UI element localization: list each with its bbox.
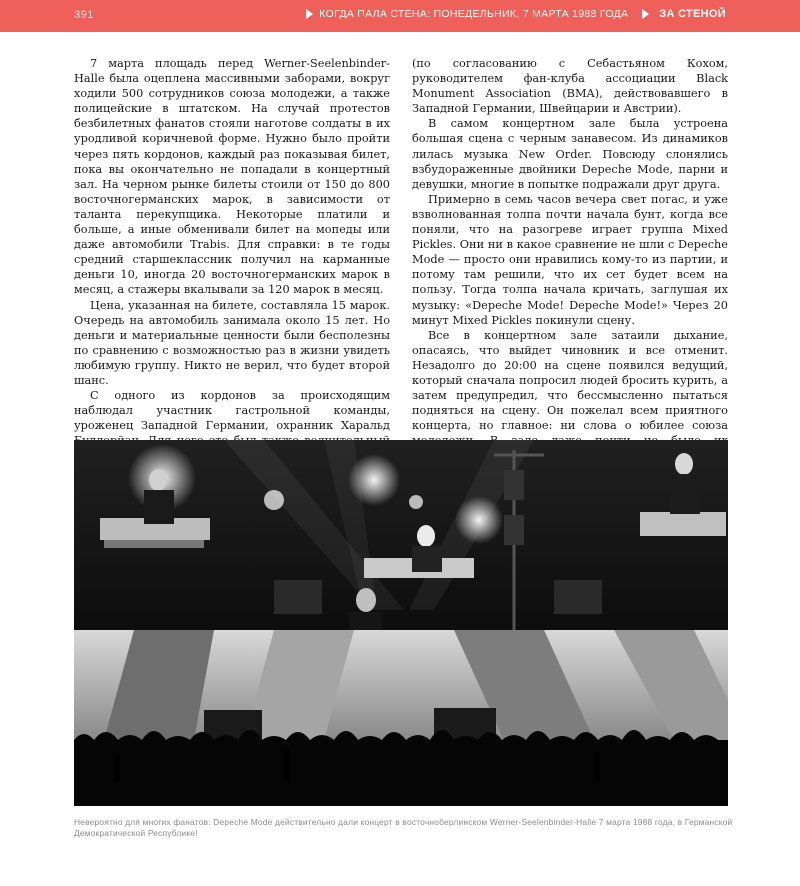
- paragraph: Все в концертном зале затаили дыхание, опасаясь, что выйдет чиновник и все отменит. Незадолго до 20:00 на сцене появился ведущий, который сначала попросил людей бросить курить, а затем предупредил, что бессмысленно пытаться подняться на сцену. Он пожелал всем приятного концерта, но главное: ни слова о юбилее союза: [412, 328, 728, 433]
- running-header: [0, 0, 800, 32]
- page-number: 391: [74, 9, 94, 21]
- paragraph: С одного из кордонов за происходящим наблюдал участник гастрольной команды, уроженец Западной Германии, охранник Харальд: [74, 389, 390, 433]
- column-right: [412, 56, 728, 440]
- running-title: КОГДА ПАЛА СТЕНА: ПОНЕДЕЛЬНИК, 7 МАРТА 1988 ГОДА: [319, 8, 629, 20]
- column-left: [74, 56, 390, 440]
- concert-photo: [74, 440, 728, 806]
- paragraph: Примерно в семь часов вечера свет погас, и уже взволнованная толпа почти начала бунт, когда все поняли, что на разогреве играет группа Mixed Pickles. Они ни в какое сравнение не шли с Depeche Mode — просто они нравились кому-то из партии, и потому там решили, что их сет будет всем на пользу. Тогда толпа начала кричать, заглушая их музыку: «Depeche Mode! Depeche Mode!» Через 20 минут Mixed Pickles покинули сцену.: [412, 192, 728, 327]
- concert-stage-illustration: [74, 440, 728, 806]
- article-body: [74, 56, 728, 440]
- section-title: ЗА СТЕНОЙ: [659, 8, 726, 20]
- triangle-right-icon: [306, 9, 313, 19]
- photo-caption: Невероятно для многих фанатов: Depeche Mode действительно дали концерт в восточноберлинском Werner-Seelenbinder-Halle 7 марта 1988 года, в Германской Демократической Республике!: [74, 817, 733, 838]
- triangle-right-icon: [642, 9, 649, 19]
- header-breadcrumb: [306, 8, 726, 20]
- paragraph: В самом концертном зале была устроена большая сцена с черным занавесом. Из динамиков лилась музыка New Order. Повсюду слонялись взбудораженные двойники Depeche Mode, парни и девушки, многие в попытке подражали друг друга.: [412, 117, 728, 191]
- paragraph: Цена, указанная на билете, составляла 15 марок. Очередь на автомобиль занимала около 15 лет. Но деньги и материальные ценности были бесполезны по сравнению с возможностью раз в жизни увидеть любимую группу. Никто не верил, что будет второй шанс.: [74, 298, 390, 387]
- paragraph: 7 марта площадь перед Werner-Seelenbinder-Halle была оцеплена массивными заборами, вокруг ходили 500 сотрудников союза молодежи, а также полицейские в штатском. На случай протестов безбилетных фанатов стояли наготове солдаты в их уродливой коричневой форме. Нужно было пройти через пять кордонов, каждый раз показывая билет, пока вы окончательно не попадали в концертный зал. На черном рынке билеты стоили от 150 до 800 восточногерманских марок, в зависимости от таланта перекупщика. Некоторые платили и больше, а иные обменивали билет на мопеды или даже автомобили Trabis. Для справки: в те годы средний старшеклассник получил на карманные деньги 10, иногда 20 восточногерманских марок в месяц, а стажеры вкалывали за 120 марок в месяц.: [74, 57, 390, 297]
- paragraph: (по согласованию с Себастьяном Кохом, руководителем фан-клуба ассоциации Black Monument Association (BMA), действовавшего в Западной Германии, Швейцарии и Австрии).: [412, 57, 728, 116]
